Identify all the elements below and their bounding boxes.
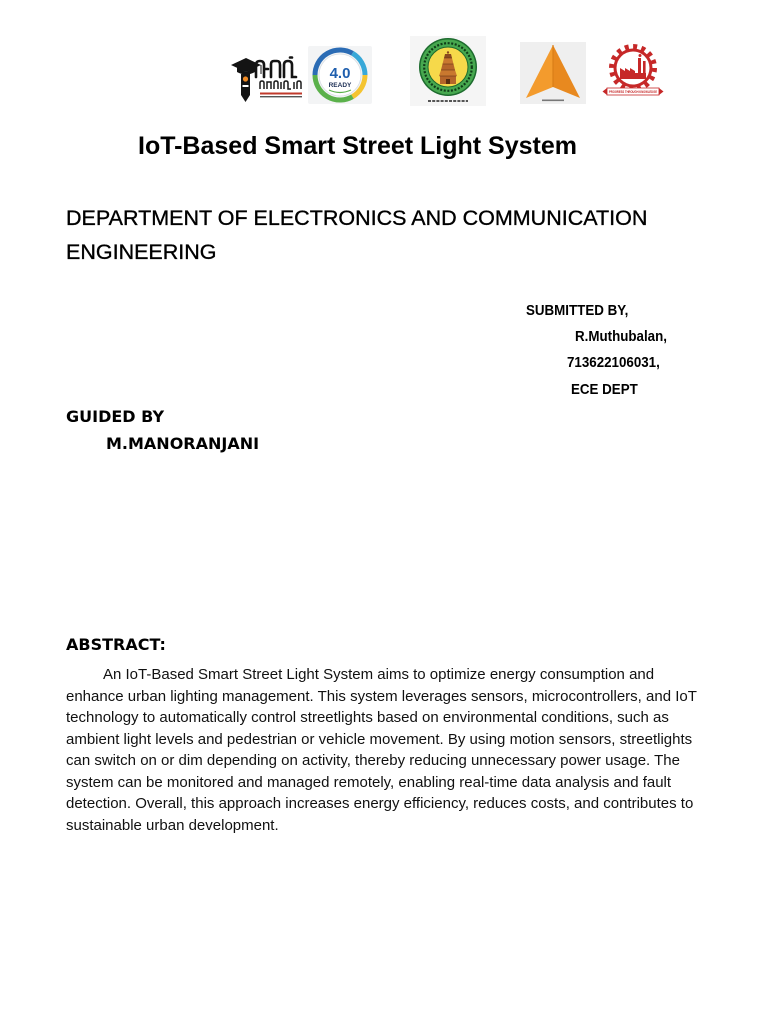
- chimney-smoke-1: [639, 54, 642, 57]
- abstract-line: technology to automatically control streetlights based on environmental conditions, such as: [66, 709, 669, 727]
- abstract-line: sustainable urban development.: [66, 816, 279, 834]
- abstract-line: An IoT-Based Smart Street Light System aims to optimize energy consumption and: [103, 666, 655, 683]
- chimney-smoke-2: [642, 52, 644, 54]
- abstract-paragraph: [66, 664, 746, 837]
- logo-word-text: READY: [328, 82, 352, 89]
- logo-caption-mark: [542, 100, 564, 102]
- gopuram-tier-3: [443, 58, 454, 64]
- gopuram-crown: [444, 54, 452, 58]
- register-number: 713622106031,: [567, 354, 660, 371]
- abstract-heading: ABSTRACT:: [66, 635, 166, 654]
- pencil-figure-band: [243, 85, 249, 87]
- document-title: IoT-Based Smart Street Light System: [138, 132, 578, 160]
- guide-name: M.MANORANJANI: [106, 434, 260, 453]
- factory-base: [620, 73, 646, 79]
- factory-chimney-2: [643, 61, 646, 73]
- industry-4-ready-logo: [308, 46, 372, 104]
- gopuram-doorway: [446, 79, 450, 84]
- naan-mudhalvan-logo: [228, 52, 308, 104]
- logo-tagline-text: [260, 96, 302, 97]
- student-name: R.Muthubalan,: [575, 328, 667, 345]
- abstract-line: detection. Overall, this approach increases energy efficiency, reduces costs, and contributes to: [66, 795, 694, 813]
- gopuram-kalasam: [447, 51, 449, 53]
- banner-tail-left: [603, 88, 608, 95]
- submitted-by-heading: SUBMITTED BY,: [526, 302, 629, 319]
- logo-number-text: 4.0: [329, 65, 351, 82]
- pencil-tip: [241, 95, 250, 102]
- abstract-line: enhance urban lighting management. This system leverages sensors, microcontrollers, and IoT: [66, 687, 697, 705]
- abstract-line: system can be monitored and managed remotely, enabling real-time data analysis and fault: [66, 773, 672, 791]
- abstract-line: ambient light levels and pedestrian or vehicle movement. By using motion sensors, streetlights: [66, 730, 693, 748]
- abstract-line: can switch on or dim depending on activity, thereby reducing unnecessary power usage. The: [66, 752, 680, 770]
- gopuram-tier-1: [439, 70, 457, 76]
- gopuram-tier-2: [441, 64, 455, 70]
- orange-three-point-logo: [520, 42, 586, 104]
- pencil-figure-head: [243, 76, 248, 81]
- logo-lettering-small: [260, 81, 301, 89]
- logo-lettering-large: [256, 58, 296, 78]
- motto-banner-text: PROGRESS THROUGH KNOWLEDGE: [609, 90, 657, 94]
- logo-tagline-bar: [260, 93, 302, 95]
- department-heading: DEPARTMENT OF ELECTRONICS AND COMMUNICATION ENGINEERING: [66, 206, 648, 264]
- banner-tail-right: [659, 88, 664, 95]
- guided-by-heading: GUIDED BY: [66, 407, 165, 426]
- factory-chimney-1: [638, 58, 641, 73]
- student-department: ECE DEPT: [571, 381, 638, 398]
- tamil-nadu-government-emblem: [410, 36, 486, 106]
- anna-university-logo: [602, 44, 664, 102]
